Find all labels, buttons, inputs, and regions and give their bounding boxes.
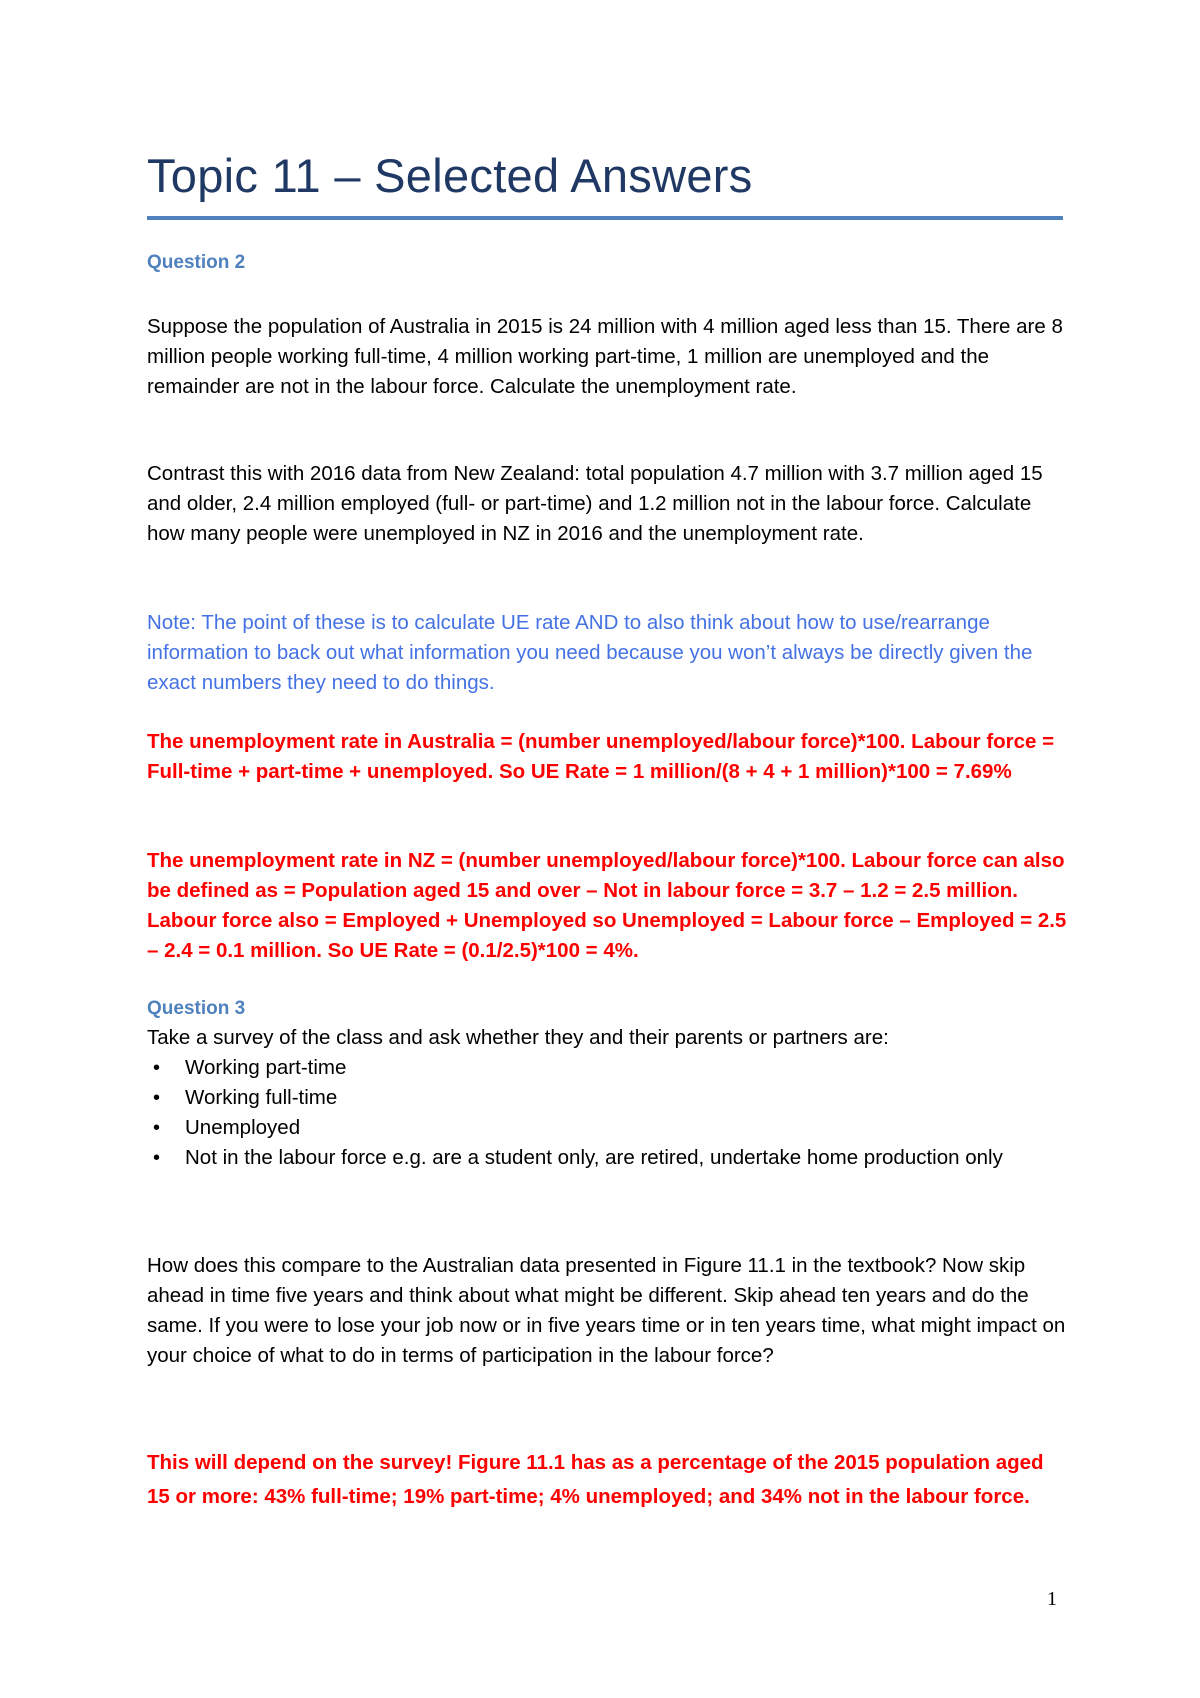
question-3-answer: This will depend on the survey! Figure 11.1 has as a percentage of the 2015 population aged 15 or more: 43% full-time; 19% part-time; 4% unemployed; and 34% not in the labour force.	[147, 1451, 1044, 1508]
page-number: 1	[1047, 1588, 1057, 1610]
list-item: • Not in the labour force e.g. are a student only, are retired, undertake home production only	[147, 1143, 1067, 1173]
question-2-heading: Question 2	[147, 252, 246, 273]
list-item: • Unemployed	[147, 1113, 1067, 1143]
question-3-heading: Question 3	[147, 998, 246, 1019]
bullet-icon: •	[153, 1147, 161, 1169]
question-2-prompt-australia: Suppose the population of Australia in 2015 is 24 million with 4 million aged less than 15. There are 8 million people working full-time, 4 million working part-time, 1 million are unemployed and the remainder are not in the labour force. Calculate the unemployment rate.	[147, 315, 1063, 398]
bullet-icon: •	[153, 1057, 161, 1079]
question-2-note: Note: The point of these is to calculate UE rate AND to also think about how to use/rearrange information to back out what information you need because you won’t always be directly given the exact numbers they need to do things.	[147, 611, 1033, 694]
page-title: Topic 11 – Selected Answers	[147, 149, 753, 202]
question-3-bullet-list	[147, 1053, 1067, 1173]
title-underline	[147, 216, 1063, 220]
question-2-answer-nz: The unemployment rate in NZ = (number unemployed/labour force)*100. Labour force can also be defined as = Population aged 15 and over – Not in labour force = 3.7 – 1.2 = 2.5 million. Labour force also = Employed + Unemployed so Unemployed = Labour force – Employed = 2.5 – 2.4 = 0.1 million. So UE Rate = (0.1/2.5)*100 = 4%.	[147, 849, 1067, 962]
list-item: • Working part-time	[147, 1053, 1067, 1083]
question-2-answer-australia: The unemployment rate in Australia = (number unemployed/labour force)*100. Labour force = Full-time + part-time + unemployed. So UE Rate = 1 million/(8 + 4 + 1 million)*100 = 7.69%	[147, 730, 1055, 783]
question-3-intro: Take a survey of the class and ask whether they and their parents or partners are:	[147, 1026, 889, 1049]
bullet-icon: •	[153, 1087, 161, 1109]
question-3-prompt: How does this compare to the Australian data presented in Figure 11.1 in the textbook? Now skip ahead in time five years and think about what might be different. Skip ahead ten years and do the same. If you were to lose your job now or in five years time or in ten years time, what might impact on your choice of what to do in terms of participation in the labour force?	[147, 1254, 1066, 1367]
list-item: • Working full-time	[147, 1083, 1067, 1113]
question-2-prompt-nz: Contrast this with 2016 data from New Zealand: total population 4.7 million with 3.7 million aged 15 and older, 2.4 million employed (full- or part-time) and 1.2 million not in the labour force. Calculate how many people were unemployed in NZ in 2016 and the unemployment rate.	[147, 462, 1043, 545]
bullet-icon: •	[153, 1117, 161, 1139]
